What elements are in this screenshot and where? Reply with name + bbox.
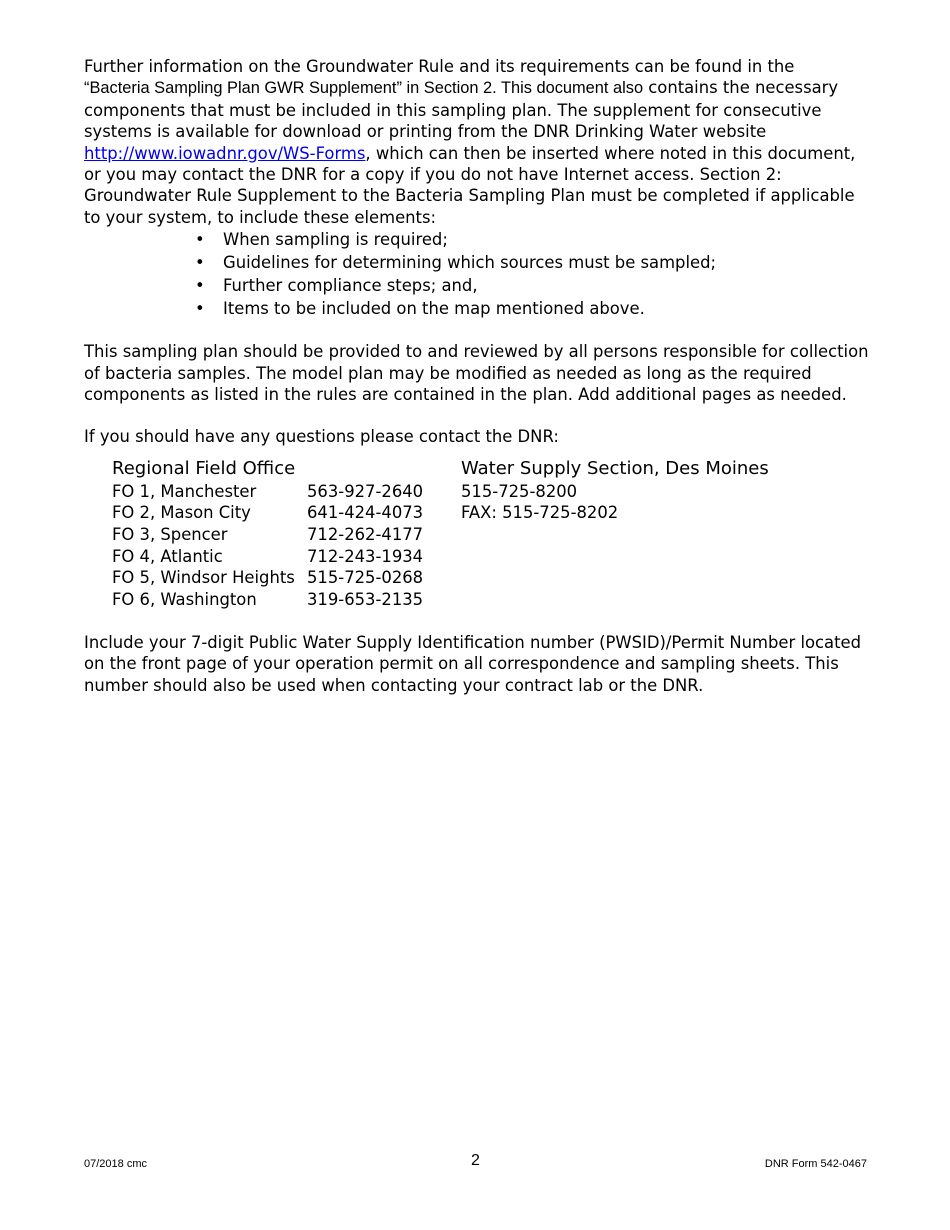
office-row: [112, 524, 423, 546]
office-name: FO 5, Windsor Heights: [112, 568, 295, 588]
wss-phone: 515-725-8200: [461, 481, 578, 501]
document-page: [84, 56, 874, 696]
page-footer: [84, 1152, 867, 1174]
page-number: 2: [471, 1152, 480, 1169]
pwsid-paragraph: Include your 7-digit Public Water Supply Identification number (PWSID)/Permit Number located on the front page of your operation permit on all correspondence and sampling sheets. This number should also be used when contacting your contract lab or the DNR.: [84, 632, 861, 695]
contact-intro: If you should have any questions please contact the DNR:: [84, 427, 559, 447]
regional-field-offices: [112, 458, 423, 611]
bullet-item: • When sampling is required;: [195, 230, 448, 250]
groundwater-rule-paragraph: [84, 56, 874, 228]
para1-text-b: , which can then be inserted where noted in this document, or you may contact the DNR for a copy if you do not have Internet access. Section 2: Groundwater Rule Supplement to the Bacteria Sampling Plan must be completed if applicable to your system, to include these elements:: [84, 143, 856, 227]
office-row: [112, 567, 423, 589]
office-phone: 563-927-2640: [307, 481, 424, 501]
form-number: DNR Form 542-0467: [764, 1158, 867, 1170]
bullet-item: • Further compliance steps; and,: [195, 276, 478, 296]
spacer: [84, 320, 874, 341]
office-name: FO 1, Manchester: [112, 481, 257, 501]
sampling-plan-paragraph: This sampling plan should be provided to and reviewed by all persons responsible for collection of bacteria samples. The model plan may be modified as needed as long as the required components as listed in the rules are contained in the plan. Add additional pages as needed.: [84, 342, 869, 405]
office-phone: 319-653-2135: [307, 589, 424, 609]
office-row: [112, 502, 423, 524]
office-name: FO 3, Spencer: [112, 525, 228, 545]
elements-bullet-list: [84, 228, 874, 320]
office-phone: 515-725-0268: [307, 568, 424, 588]
bullet-item: • Items to be included on the map mentioned above.: [195, 299, 645, 319]
regional-heading: Regional Field Office: [112, 457, 296, 479]
ws-forms-link[interactable]: http://www.iowadnr.gov/WS-Forms: [84, 143, 366, 163]
supplement-reference-text: “Bacteria Sampling Plan GWR Supplement” in Section 2. This document also: [84, 79, 644, 98]
para1-text-a: contains the necessary components that must be included in this sampling plan. The supplement for consecutive systems is available for download or printing from the DNR Drinking Water website: [84, 78, 839, 142]
office-name: FO 6, Washington: [112, 589, 257, 609]
office-name: FO 4, Atlantic: [112, 546, 223, 566]
water-supply-section: [461, 458, 769, 524]
spacer: [84, 405, 874, 426]
office-phone: 641-424-4073: [307, 503, 424, 523]
office-row: [112, 589, 423, 611]
office-phone: 712-262-4177: [307, 525, 424, 545]
bullet-icon: •: [195, 230, 205, 250]
wss-heading: Water Supply Section, Des Moines: [461, 457, 769, 479]
para1-line1: Further information on the Groundwater Rule and its requirements can be found in the: [84, 57, 795, 76]
bullet-item: • Guidelines for determining which sources must be sampled;: [195, 253, 717, 273]
bullet-icon: •: [195, 299, 205, 319]
spacer: [84, 612, 874, 632]
office-row: [112, 546, 423, 568]
bullet-icon: •: [195, 276, 205, 296]
contacts-block: [84, 458, 874, 612]
bullet-icon: •: [195, 253, 205, 273]
wss-fax: FAX: 515-725-8202: [461, 503, 619, 523]
office-row: [112, 481, 423, 503]
office-phone: 712-243-1934: [307, 546, 424, 566]
office-name: FO 2, Mason City: [112, 503, 251, 523]
footer-date: 07/2018 cmc: [84, 1158, 147, 1170]
